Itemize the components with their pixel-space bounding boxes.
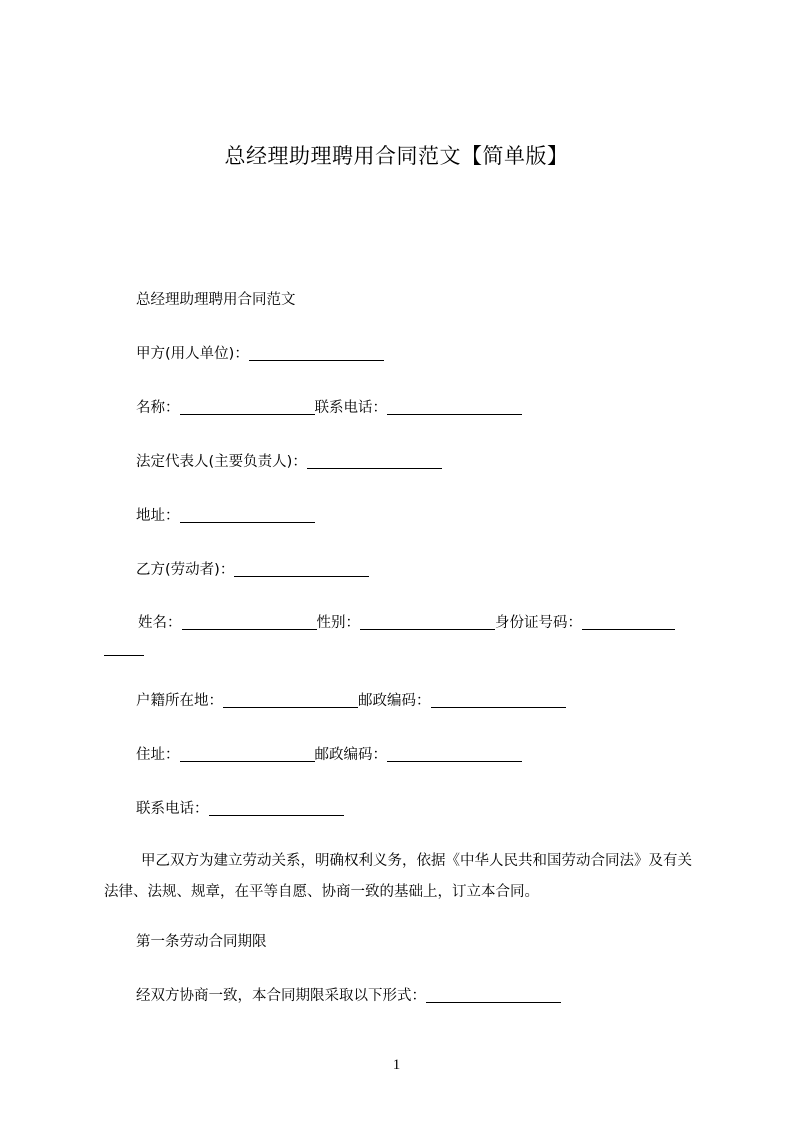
party-b-gender-blank (360, 614, 495, 630)
party-b-gender-label: 性别： (316, 615, 360, 631)
party-b-residence-label: 住址： (136, 747, 180, 763)
party-a-rep-line (136, 452, 442, 472)
party-b-hukou-line (136, 691, 566, 711)
party-b-name-label: 姓名： (138, 615, 182, 631)
party-b-phone-line (136, 799, 344, 819)
party-a-name-blank (180, 399, 315, 415)
party-a-name-label: 名称： (136, 400, 180, 416)
party-b-id-blank (582, 614, 675, 630)
party-a-phone-label: 联系电话： (314, 400, 387, 416)
party-b-phone-blank (209, 800, 344, 816)
article1-title: 第一条劳动合同期限 (136, 934, 267, 950)
party-a-blank (249, 345, 384, 361)
party-b-heading: 乙方(劳动者)： (136, 562, 235, 578)
document-title: 总经理助理聘用合同范文【简单版】 (224, 144, 569, 168)
party-b-phone-label: 联系电话： (136, 801, 209, 817)
page-number: 1 (392, 1057, 401, 1073)
party-a-heading-line (136, 344, 384, 364)
preamble-text: 甲乙双方为建立劳动关系，明确权利义务，依据《中华人民共和国劳动合同法》及有关法律、法规、规章，在平等自愿、协商一致的基础上，订立本合同。 (104, 853, 692, 900)
party-a-phone-blank (387, 399, 522, 415)
party-b-heading-line (136, 560, 369, 580)
party-b-id-label: 身份证号码： (495, 615, 582, 631)
party-b-id-blank-continued (104, 640, 144, 656)
article1-line (136, 986, 561, 1006)
party-b-name-blank (182, 614, 317, 630)
party-a-address-blank (180, 507, 315, 523)
article1-blank (426, 987, 561, 1003)
party-b-residence-blank (180, 746, 315, 762)
article1-text: 经双方协商一致，本合同期限采取以下形式： (136, 988, 426, 1004)
party-b-postcode-blank (431, 692, 566, 708)
party-b-postcode-label: 邮政编码： (358, 693, 431, 709)
party-b-residence-line (136, 745, 522, 765)
party-a-rep-blank (307, 453, 442, 469)
subtitle: 总经理助理聘用合同范文 (136, 292, 296, 308)
party-a-address-line (136, 506, 315, 526)
party-b-blank (234, 561, 369, 577)
party-a-heading: 甲方(用人单位)： (136, 346, 249, 362)
party-b-postcode2-label: 邮政编码： (314, 747, 387, 763)
preamble-paragraph (104, 846, 704, 908)
party-b-name-line (138, 613, 675, 633)
party-a-address-label: 地址： (136, 508, 180, 524)
party-a-name-line (136, 398, 522, 418)
party-a-rep-label: 法定代表人(主要负责人)： (136, 454, 307, 470)
party-b-hukou-blank (223, 692, 358, 708)
party-b-hukou-label: 户籍所在地： (136, 693, 223, 709)
party-b-postcode2-blank (387, 746, 522, 762)
party-b-id-continuation (104, 639, 144, 659)
